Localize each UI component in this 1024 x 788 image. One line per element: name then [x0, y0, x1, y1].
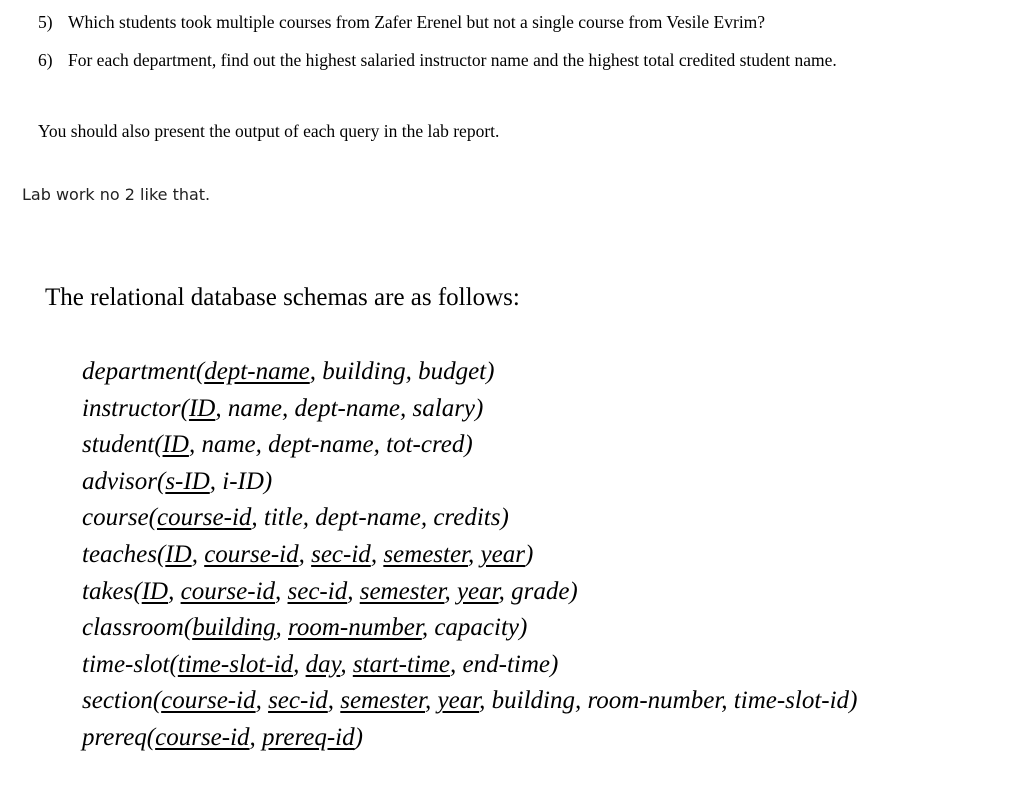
primary-key-attribute: semester [383, 540, 469, 568]
attribute: building [491, 687, 575, 715]
primary-key-attribute: course-id [180, 577, 276, 605]
primary-key-attribute: day [305, 650, 341, 678]
primary-key-attribute: year [480, 540, 525, 568]
primary-key-attribute: year [456, 577, 499, 605]
relation-name: instructor [82, 394, 181, 422]
primary-key-attribute: building [192, 614, 276, 642]
attribute: name [227, 394, 282, 422]
primary-key-attribute: year [437, 687, 480, 715]
question-text: For each department, find out the highest salaried instructor name and the highest total credited student name. [68, 50, 837, 70]
primary-key-attribute: ID [141, 577, 169, 605]
attribute: salary [412, 394, 476, 422]
primary-key-attribute: course-id [161, 687, 256, 715]
primary-key-attribute: dept-name [204, 358, 310, 385]
primary-key-attribute: course-id [156, 504, 252, 532]
schema-heading: The relational database schemas are as follows: [45, 284, 520, 311]
primary-key-attribute: ID [162, 431, 189, 459]
primary-key-attribute: semester [359, 577, 445, 605]
attribute: dept-name [294, 394, 401, 422]
attribute: dept-name [315, 504, 421, 532]
primary-key-attribute: sec-id [287, 577, 348, 605]
schema-list [82, 354, 857, 757]
lab-report-note: You should also present the output of each query in the lab report. [38, 121, 500, 141]
schema-department: department(dept-name, building, budget) [82, 358, 495, 385]
relation-name: classroom [82, 614, 184, 642]
attribute: i-ID [222, 467, 264, 495]
attribute: dept-name [268, 431, 374, 459]
attribute: room-number [587, 687, 722, 715]
schema-course: course(course-id, title, dept-name, credits) [82, 504, 509, 532]
schema-student: student(ID, name, dept-name, tot-cred) [82, 431, 473, 459]
primary-key-attribute: time-slot-id [177, 650, 294, 678]
relation-name: takes [82, 577, 134, 605]
attribute: end-time [462, 650, 550, 678]
primary-key-attribute: ID [165, 540, 192, 568]
relation-name: department [82, 358, 196, 385]
attribute: grade [511, 577, 570, 605]
attribute: name [201, 431, 256, 459]
question-number: 6) [38, 50, 53, 70]
question-number: 5) [38, 12, 53, 32]
attribute: title [263, 504, 303, 532]
question-6 [38, 50, 837, 71]
schema-prereq: prereq(course-id, prereq-id) [82, 723, 363, 751]
relation-name: advisor [82, 467, 157, 495]
question-5 [38, 12, 765, 33]
relation-name: course [82, 504, 149, 532]
attribute: credits [433, 504, 501, 532]
primary-key-attribute: start-time [352, 650, 451, 678]
schema-instructor: instructor(ID, name, dept-name, salary) [82, 394, 484, 422]
schema-classroom: classroom(building, room-number, capacity) [82, 614, 528, 642]
primary-key-attribute: prereq-id [262, 723, 355, 751]
attribute: tot-cred [386, 431, 465, 459]
schema-takes: takes(ID, course-id, sec-id, semester, year, grade) [82, 577, 578, 605]
relation-name: section [82, 687, 153, 715]
question-text: Which students took multiple courses from Zafer Erenel but not a single course from Vesile Evrim? [68, 12, 766, 32]
schema-advisor: advisor(s-ID, i-ID) [82, 467, 273, 495]
attribute: building [322, 358, 406, 385]
primary-key-attribute: sec-id [268, 687, 328, 715]
attribute: budget [418, 358, 487, 385]
primary-key-attribute: semester [340, 687, 425, 715]
primary-key-attribute: ID [188, 394, 216, 422]
relation-name: student [82, 431, 155, 459]
schema-section: section(course-id, sec-id, semester, year, building, room-number, time-slot-id) [82, 687, 858, 715]
relation-name: time-slot [82, 650, 170, 678]
primary-key-attribute: course-id [204, 540, 299, 568]
primary-key-attribute: room-number [288, 614, 422, 642]
primary-key-attribute: s-ID [165, 467, 210, 495]
schema-teaches: teaches(ID, course-id, sec-id, semester, year) [82, 540, 534, 568]
primary-key-attribute: sec-id [311, 540, 371, 568]
schema-time-slot: time-slot(time-slot-id, day, start-time, end-time) [82, 650, 559, 678]
user-comment: Lab work no 2 like that. [22, 185, 211, 204]
attribute: capacity [434, 614, 520, 642]
relation-name: teaches [82, 540, 157, 568]
primary-key-attribute: course-id [155, 723, 250, 751]
attribute: time-slot-id [733, 687, 850, 715]
relation-name: prereq [82, 723, 147, 751]
